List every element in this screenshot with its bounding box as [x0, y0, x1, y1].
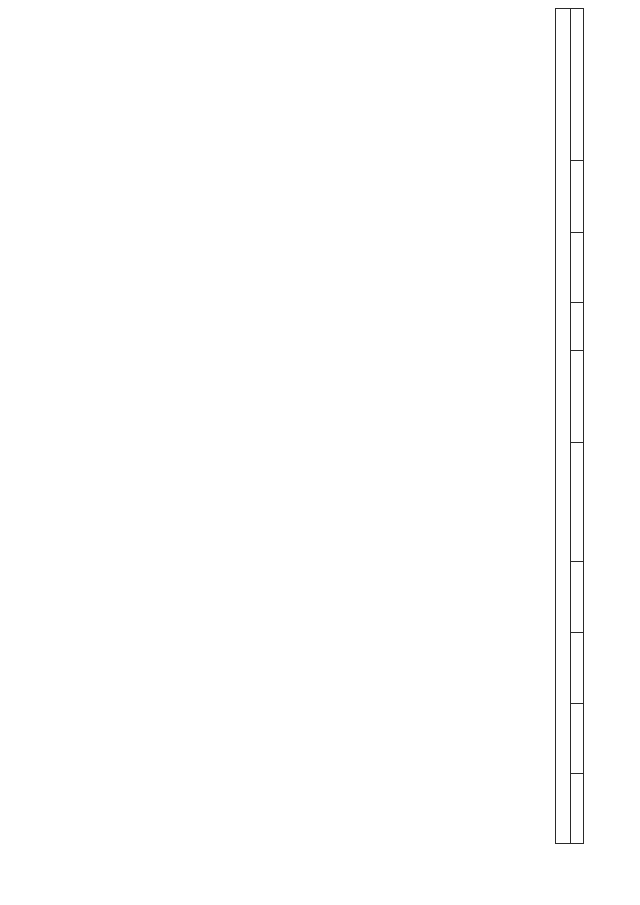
- subprogram-title-row: [556, 9, 571, 844]
- column-number: [571, 774, 584, 844]
- column-number: [571, 9, 584, 161]
- column-number: [571, 303, 584, 351]
- column-number: [571, 704, 584, 774]
- rotated-page: [32, 8, 612, 848]
- column-number: [571, 633, 584, 704]
- column-number-row: [571, 9, 584, 844]
- column-number: [571, 443, 584, 562]
- subprogram-title: [556, 9, 571, 844]
- column-number: [571, 562, 584, 633]
- budget-table: [555, 8, 584, 844]
- column-number: [571, 233, 584, 303]
- column-number: [571, 351, 584, 443]
- column-number: [571, 161, 584, 233]
